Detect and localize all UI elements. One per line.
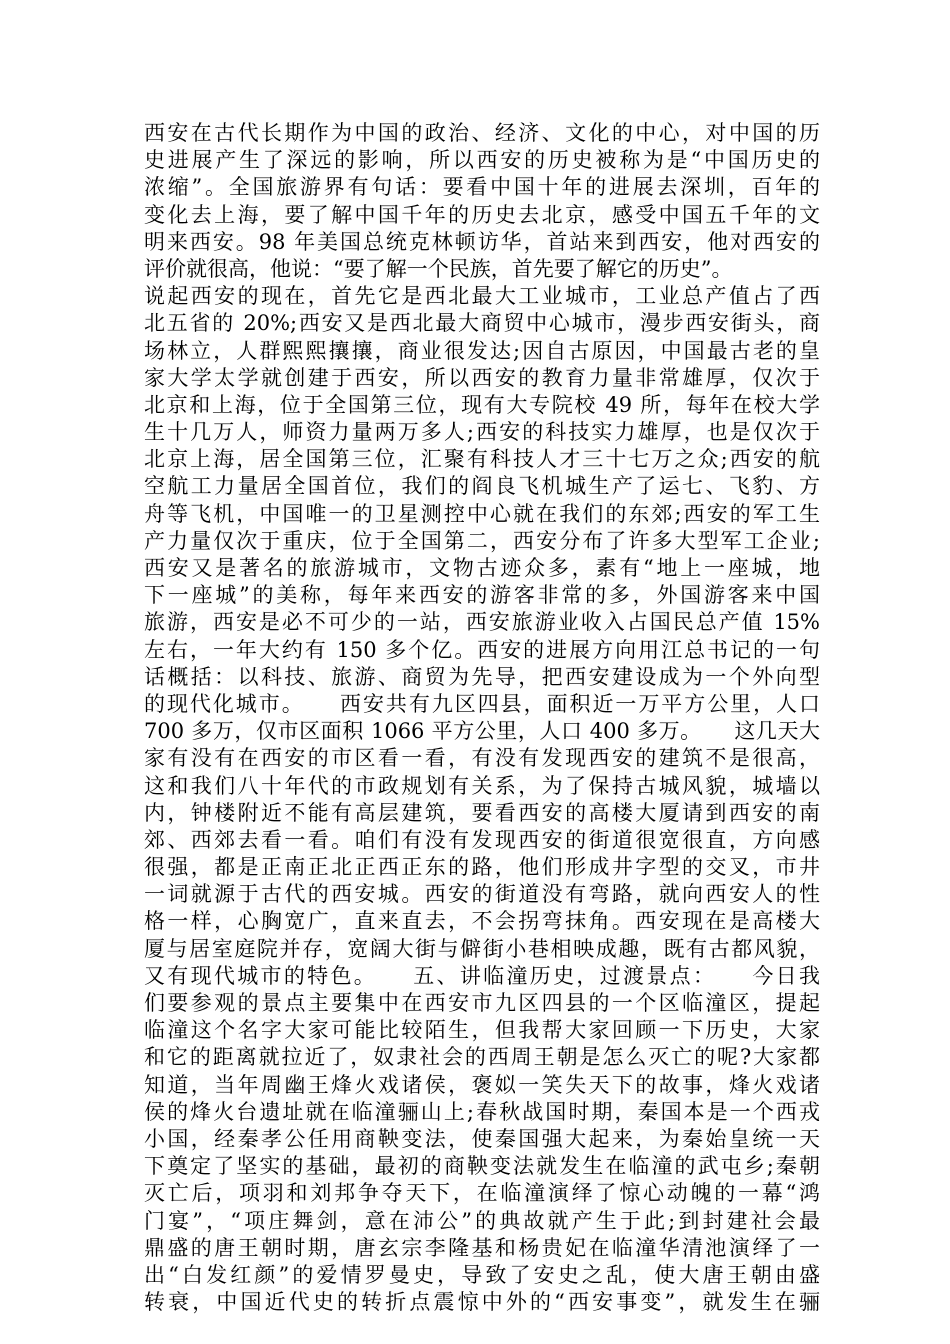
text-line: 北京和上海，位于全国第三位，现有大专院校 49 所，每年在校大学 — [144, 392, 820, 417]
text-line: 门宴”，“项庄舞剑，意在沛公”的典故就产生于此;到封建社会最 — [144, 1208, 820, 1233]
text-line: 700 多万，仅市区面积 1066 平方公里，人口 400 多万。 这几天大 — [144, 719, 820, 744]
text-line: 厦与居室庭院并存，宽阔大街与僻街小巷相映成趣，既有古都风貌， — [144, 936, 820, 961]
text-line: 灭亡后，项羽和刘邦争夺天下，在临潼演绎了惊心动魄的一幕“鸿 — [144, 1181, 820, 1206]
text-line: 浓缩”。全国旅游界有句话：要看中国十年的进展去深圳，百年的 — [144, 175, 820, 200]
text-line: 临潼这个名字大家可能比较陌生，但我帮大家回顾一下历史，大家 — [144, 1018, 820, 1043]
text-line: 产力量仅次于重庆，位于全国第二，西安分布了许多大型军工企业; — [144, 528, 820, 553]
text-line: 空航工力量居全国首位，我们的阎良飞机城生产了运七、飞豹、方 — [144, 474, 820, 499]
text-line: 格一样，心胸宽广，直来直去，不会拐弯抹角。西安现在是高楼大 — [144, 909, 820, 934]
text-line: 小国，经秦孝公任用商鞅变法，使秦国强大起来，为秦始皇统一天 — [144, 1126, 820, 1151]
text-line: 场林立，人群熙熙攘攘，商业很发达;因自古原因，中国最古老的皇 — [144, 338, 820, 363]
text-line: 旅游，西安是必不可少的一站，西安旅游业收入占国民总产值 15% — [144, 610, 820, 635]
text-line: 下一座城”的美称，每年来西安的游客非常的多，外国游客来中国 — [144, 583, 820, 608]
text-line: 家大学太学就创建于西安，所以西安的教育力量非常雄厚，仅次于 — [144, 365, 820, 390]
text-line: 评价就很高，他说：“要了解一个民族，首先要了解它的历史”。 — [144, 256, 733, 281]
text-line: 鼎盛的唐王朝时期，唐玄宗李隆基和杨贵妃在临潼华清池演绎了一 — [144, 1235, 820, 1260]
text-line: 知道，当年周幽王烽火戏诸侯，褒姒一笑失天下的故事，烽火戏诸 — [144, 1072, 820, 1097]
text-line: 北京上海，居全国第三位，汇聚有科技人才三十七万之众;西安的航 — [144, 447, 820, 472]
text-line: 生十几万人，师资力量两万多人;西安的科技实力雄厚，也是仅次于 — [144, 420, 820, 445]
text-line: 家有没有在西安的市区看一看，有没有发现西安的建筑不是很高， — [144, 746, 820, 771]
text-line: 史进展产生了深远的影响，所以西安的历史被称为是“中国历史的 — [144, 148, 820, 173]
text-line: 转衰，中国近代史的转折点震惊中外的“西安事变”，就发生在骊 — [144, 1290, 820, 1315]
text-line: 北五省的 20%;西安又是西北最大商贸中心城市，漫步西安街头，商 — [144, 311, 820, 336]
text-line: 说起西安的现在，首先它是西北最大工业城市，工业总产值占了西 — [144, 284, 820, 309]
text-line: 变化去上海，要了解中国千年的历史去北京，感受中国五千年的文 — [144, 202, 820, 227]
body-text — [144, 120, 820, 1316]
text-line: 一词就源于古代的西安城。西安的街道没有弯路，就向西安人的性 — [144, 882, 820, 907]
text-line: 出“白发红颜”的爱情罗曼史，导致了安史之乱，使大唐王朝由盛 — [144, 1262, 820, 1287]
text-line: 内，钟楼附近不能有高层建筑，要看西安的高楼大厦请到西安的南 — [144, 800, 820, 825]
text-line: 下奠定了坚实的基础，最初的商鞅变法就发生在临潼的武屯乡;秦朝 — [144, 1154, 820, 1179]
text-line: 很强，都是正南正北正西正东的路，他们形成井字型的交叉，市井 — [144, 855, 820, 880]
text-line: 舟等飞机，中国唯一的卫星测控中心就在我们的东郊;西安的军工生 — [144, 501, 820, 526]
text-line: 的现代化城市。 西安共有九区四县，面积近一万平方公里，人口 — [144, 691, 820, 716]
text-line: 明来西安。98 年美国总统克林顿访华，首站来到西安，他对西安的 — [144, 229, 820, 254]
text-line: 和它的距离就拉近了，奴隶社会的西周王朝是怎么灭亡的呢?大家都 — [144, 1045, 820, 1070]
text-line: 西安在古代长期作为中国的政治、经济、文化的中心，对中国的历 — [144, 121, 820, 145]
text-line: 西安又是著名的旅游城市，文物古迹众多，素有“地上一座城，地 — [144, 556, 820, 580]
text-line: 话概括：以科技、旅游、商贸为先导，把西安建设成为一个外向型 — [144, 664, 820, 689]
text-line: 这和我们八十年代的市政规划有关系，为了保持古城风貌，城墙以 — [144, 773, 820, 798]
text-line: 左右，一年大约有 150 多个亿。西安的进展方向用江总书记的一句 — [144, 637, 820, 662]
text-line: 侯的烽火台遗址就在临潼骊山上;春秋战国时期，秦国本是一个西戎 — [144, 1099, 820, 1124]
text-line: 郊、西郊去看一看。咱们有没有发现西安的街道很宽很直，方向感 — [144, 827, 820, 852]
text-line: 又有现代城市的特色。 五、讲临潼历史，过渡景点： 今日我 — [144, 963, 820, 988]
text-line: 们要参观的景点主要集中在西安市九区四县的一个区临潼区，提起 — [144, 991, 820, 1015]
